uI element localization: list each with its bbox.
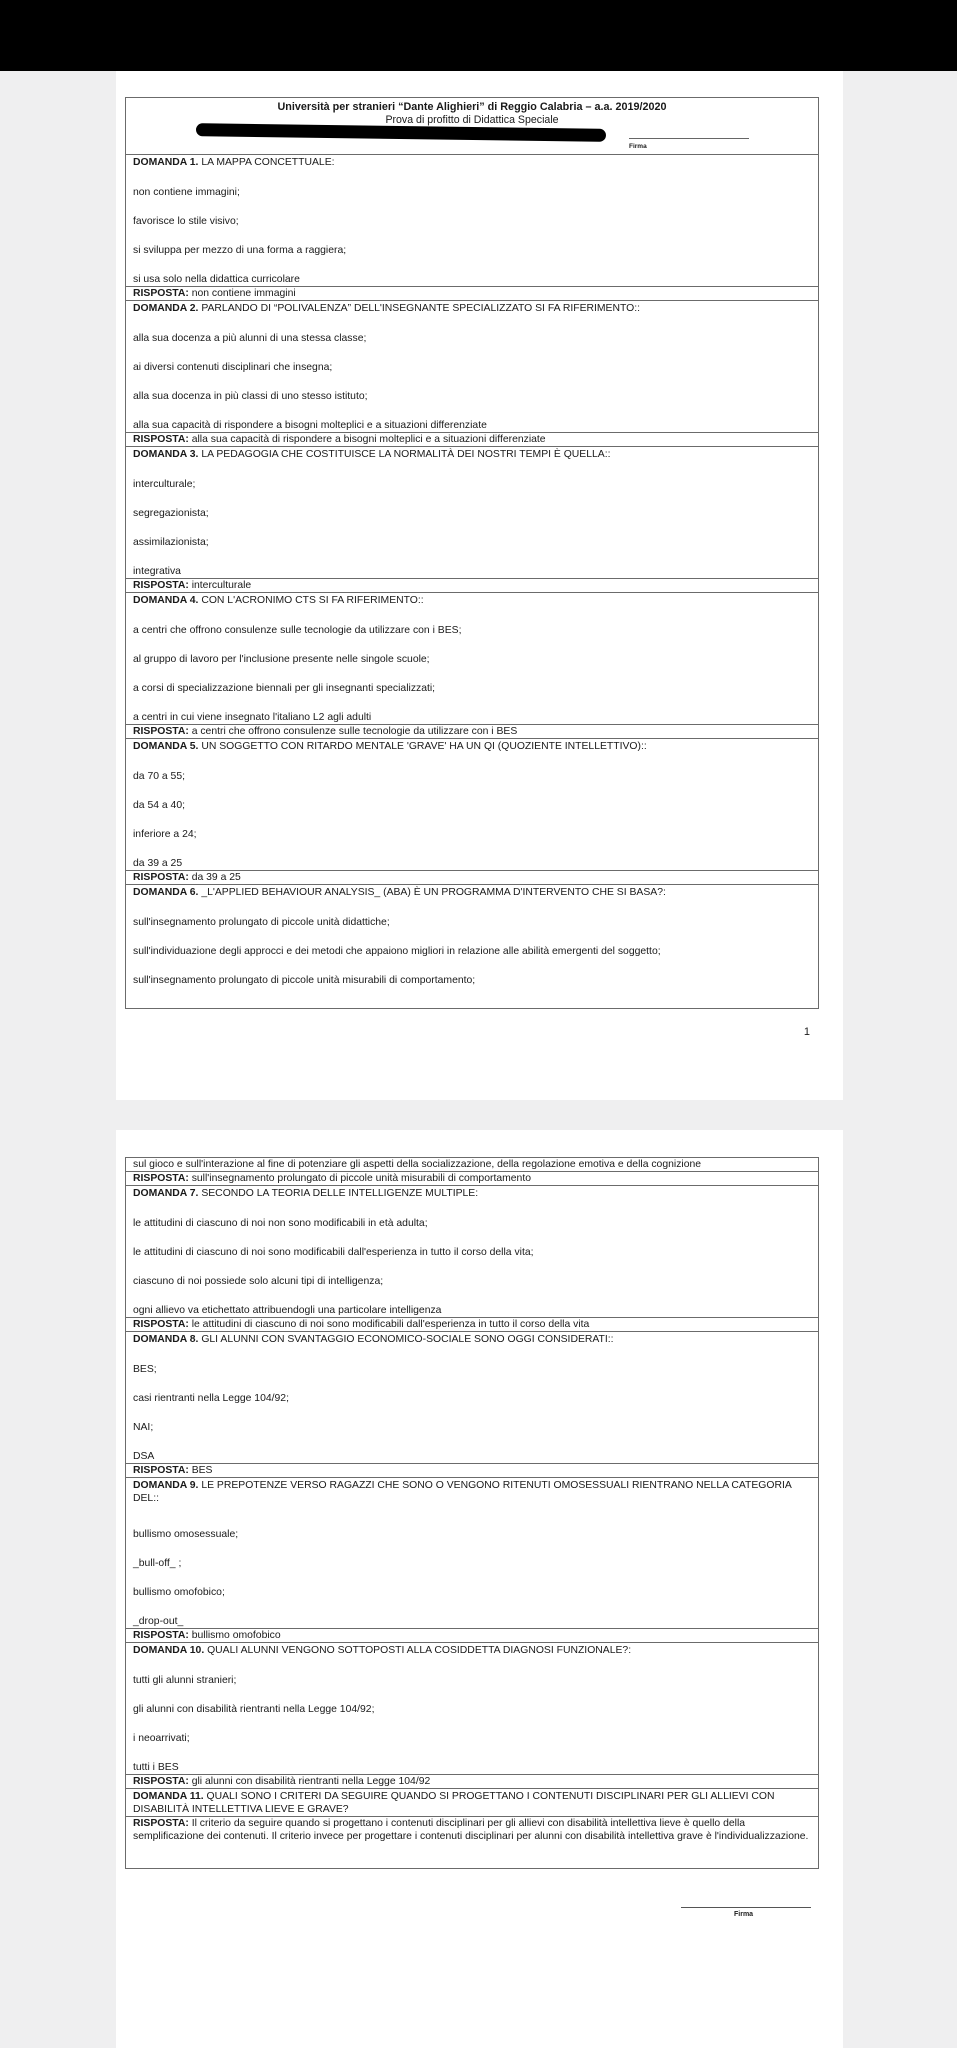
option: bullismo omofobico; bbox=[133, 1587, 225, 1598]
option: le attitudini di ciascuno di noi non sono modificabili in età adulta; bbox=[133, 1218, 428, 1229]
option: DSA bbox=[133, 1451, 155, 1462]
exam-frame-page-1 bbox=[125, 97, 819, 1009]
option: ogni allievo va etichettato attribuendogli una particolare intelligenza bbox=[133, 1305, 442, 1316]
option: sull'insegnamento prolungato di piccole unità misurabili di comportamento; bbox=[133, 975, 476, 986]
answer: RISPOSTA: a centri che offrono consulenze sulle tecnologie da utilizzare con i BES bbox=[126, 724, 818, 738]
option: ciascuno di noi possiede solo alcuni tipi di intelligenza; bbox=[133, 1276, 384, 1287]
option: BES; bbox=[133, 1364, 157, 1375]
question-7 bbox=[126, 1186, 818, 1332]
answer: RISPOSTA: da 39 a 25 bbox=[126, 870, 818, 884]
document-page-2 bbox=[116, 1130, 843, 2048]
answer: RISPOSTA: gli alunni con disabilità rientranti nella Legge 104/92 bbox=[126, 1774, 818, 1788]
signature-line bbox=[681, 1907, 811, 1908]
answer: RISPOSTA: sull'insegnamento prolungato di piccole unità misurabili di comportamento bbox=[126, 1172, 818, 1186]
top-black-bar bbox=[0, 0, 957, 71]
option: alla sua docenza a più alunni di una stessa classe; bbox=[133, 333, 367, 344]
option: a centri in cui viene insegnato l'italiano L2 agli adulti bbox=[133, 712, 372, 723]
option: al gruppo di lavoro per l'inclusione presente nelle singole scuole; bbox=[133, 654, 430, 665]
page-number: 1 bbox=[803, 1026, 810, 1038]
option: segregazionista; bbox=[133, 508, 209, 519]
question-6 bbox=[126, 885, 818, 987]
exam-frame-page-2 bbox=[125, 1157, 819, 1869]
option: interculturale; bbox=[133, 479, 196, 490]
option: casi rientranti nella Legge 104/92; bbox=[133, 1393, 289, 1404]
question-header: DOMANDA 6. _L'APPLIED BEHAVIOUR ANALYSIS_ (ABA) È UN PROGRAMMA D'INTERVENTO CHE SI BASA?: bbox=[133, 887, 666, 898]
option: a corsi di specializzazione biennali per gli insegnanti specializzati; bbox=[133, 683, 436, 694]
option: sul gioco e sull'interazione al fine di potenziare gli aspetti della socializzazione, della regolazione emotiva e della cognizione bbox=[126, 1158, 818, 1172]
option: da 70 a 55; bbox=[133, 771, 185, 782]
signature-line bbox=[629, 138, 749, 139]
question-2 bbox=[126, 301, 818, 447]
option: tutti i BES bbox=[133, 1762, 179, 1773]
answer: RISPOSTA: non contiene immagini bbox=[126, 286, 818, 300]
answer: RISPOSTA: alla sua capacità di rispondere a bisogni molteplici e a situazioni differenziate bbox=[126, 432, 818, 446]
question-header: DOMANDA 1. LA MAPPA CONCETTUALE: bbox=[133, 157, 335, 168]
option: bullismo omosessuale; bbox=[133, 1529, 239, 1540]
exam-subtitle: Prova di profitto di Didattica Speciale bbox=[385, 114, 559, 126]
question-header: DOMANDA 8. GLI ALUNNI CON SVANTAGGIO ECONOMICO-SOCIALE SONO OGGI CONSIDERATI:: bbox=[133, 1334, 614, 1345]
option: da 54 a 40; bbox=[133, 800, 185, 811]
option: alla sua capacità di rispondere a bisogni molteplici e a situazioni differenziate bbox=[133, 420, 487, 431]
university-title: Università per stranieri “Dante Alighieri” di Reggio Calabria – a.a. 2019/2020 bbox=[277, 101, 667, 113]
question-header: DOMANDA 9. LE PREPOTENZE VERSO RAGAZZI CHE SONO O VENGONO RITENUTI OMOSESSUALI RIENTRANO NELLA CATEGORIA DEL:: bbox=[133, 1480, 792, 1504]
option: non contiene immagini; bbox=[133, 187, 240, 198]
question-header: DOMANDA 5. UN SOGGETTO CON RITARDO MENTALE 'GRAVE' HA UN QI (QUOZIENTE INTELLETTIVO):: bbox=[133, 741, 647, 752]
option: _drop-out_ bbox=[133, 1616, 184, 1627]
question-1 bbox=[126, 155, 818, 301]
signature-label: Firma bbox=[629, 143, 647, 150]
option: integrativa bbox=[133, 566, 181, 577]
question-4 bbox=[126, 593, 818, 739]
answer: RISPOSTA: Il criterio da seguire quando si progettano i contenuti disciplinari per gli allievi con disabilità intellettiva lieve è quello della semplificazione dei contenuti. Il criterio invece per progettare i contenuti disciplinari per alunni con disabilità intellettiva grave è l'individualizzazione. bbox=[126, 1816, 818, 1843]
option: inferiore a 24; bbox=[133, 829, 197, 840]
option: assimilazionista; bbox=[133, 537, 209, 548]
answer: RISPOSTA: bullismo omofobico bbox=[126, 1628, 818, 1642]
option: gli alunni con disabilità rientranti nella Legge 104/92; bbox=[133, 1704, 375, 1715]
answer: RISPOSTA: BES bbox=[126, 1463, 818, 1477]
question-5 bbox=[126, 739, 818, 885]
option: le attitudini di ciascuno di noi sono modificabili dall'esperienza in tutto il corso della vita; bbox=[133, 1247, 534, 1258]
answer: RISPOSTA: interculturale bbox=[126, 578, 818, 592]
option: a centri che offrono consulenze sulle tecnologie da utilizzare con i BES; bbox=[133, 625, 462, 636]
question-header: DOMANDA 10. QUALI ALUNNI VENGONO SOTTOPOSTI ALLA COSIDDETTA DIAGNOSI FUNZIONALE?: bbox=[133, 1645, 632, 1656]
option: sull'insegnamento prolungato di piccole unità didattiche; bbox=[133, 917, 390, 928]
question-3 bbox=[126, 447, 818, 593]
question-header: DOMANDA 11. QUALI SONO I CRITERI DA SEGUIRE QUANDO SI PROGETTANO I CONTENUTI DISCIPLINARI PER GLI ALLIEVI CON DISABILITÀ INTELLETTIVA LIEVE E GRAVE? bbox=[133, 1791, 775, 1815]
question-header: DOMANDA 2. PARLANDO DI “POLIVALENZA” DELL'INSEGNANTE SPECIALIZZATO SI FA RIFERIMENTO:: bbox=[133, 303, 641, 314]
document-page-1 bbox=[116, 71, 843, 1100]
exam-header bbox=[126, 98, 818, 155]
signature-label: Firma bbox=[734, 1911, 754, 1918]
question-10 bbox=[126, 1643, 818, 1789]
question-header: DOMANDA 7. SECONDO LA TEORIA DELLE INTELLIGENZE MULTIPLE: bbox=[133, 1188, 479, 1199]
option: si usa solo nella didattica curricolare bbox=[133, 274, 300, 285]
option: ai diversi contenuti disciplinari che insegna; bbox=[133, 362, 333, 373]
option: _bull-off_ ; bbox=[133, 1558, 182, 1569]
option: sull'individuazione degli approcci e dei metodi che appaiono migliori in relazione alle abilità emergenti del soggetto; bbox=[133, 946, 661, 957]
option: i neoarrivati; bbox=[133, 1733, 190, 1744]
question-header: DOMANDA 4. CON L'ACRONIMO CTS SI FA RIFERIMENTO:: bbox=[133, 595, 424, 606]
option: NAI; bbox=[133, 1422, 154, 1433]
question-8 bbox=[126, 1332, 818, 1478]
option: favorisce lo stile visivo; bbox=[133, 216, 239, 227]
question-header: DOMANDA 3. LA PEDAGOGIA CHE COSTITUISCE LA NORMALITÀ DEI NOSTRI TEMPI È QUELLA:: bbox=[133, 449, 611, 460]
option: si sviluppa per mezzo di una forma a raggiera; bbox=[133, 245, 347, 256]
option: da 39 a 25 bbox=[133, 858, 183, 869]
option: tutti gli alunni stranieri; bbox=[133, 1675, 237, 1686]
answer: RISPOSTA: le attitudini di ciascuno di noi sono modificabili dall'esperienza in tutto il corso della vita bbox=[126, 1317, 818, 1331]
question-11 bbox=[126, 1789, 818, 1843]
question-9 bbox=[126, 1478, 818, 1643]
option: alla sua docenza in più classi di uno stesso istituto; bbox=[133, 391, 368, 402]
